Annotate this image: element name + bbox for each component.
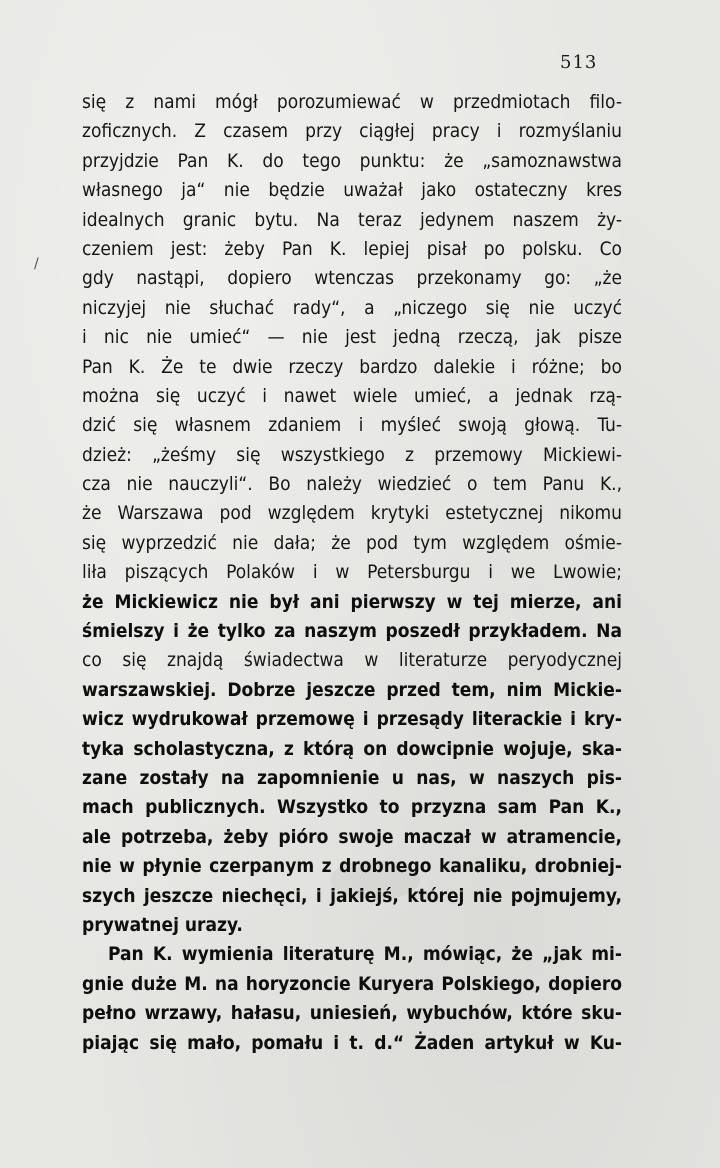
text-line: zoficznych. Z czasem przy ciągłej pracy i rozmyślaniu — [82, 120, 622, 143]
text-line: się wyprzedzić nie dała; że pod tym względem ośmie- — [82, 531, 622, 554]
text-line: cza nie nauczyli“. Bo należy wiedzieć o tem Panu K., — [82, 473, 622, 496]
text-line: ale potrzeba, żeby pióro swoje maczał w atramencie, — [82, 825, 622, 848]
text-line: wicz wydrukował przemowę i przesądy literackie i kry- — [82, 708, 622, 731]
text-line: niczyjej nie słuchać rady“, a „niczego się nie uczyć — [82, 296, 622, 319]
text-line: prywatnej urazy. — [82, 913, 243, 936]
margin-pencil-mark: / — [34, 256, 39, 272]
text-line: warszawskiej. Dobrze jeszcze przed tem, nim Mickie- — [82, 678, 622, 701]
text-line: śmielszy i że tylko za naszym poszedł przykładem. Na — [82, 620, 622, 643]
text-line: można się uczyć i nawet wiele umieć, a jednak rzą- — [82, 384, 622, 407]
text-line: Pan K. wymienia literaturę M., mówiąc, że „jak mi- — [108, 943, 622, 966]
text-line: liła piszących Polaków i w Petersburgu i we Lwowie; — [82, 561, 622, 584]
text-line: dzić się własnem zdaniem i myśleć swoją głową. Tu- — [82, 414, 622, 437]
text-line: co się znajdą świadectwa w literaturze peryodycznej — [82, 649, 622, 672]
page-number: 513 — [560, 52, 598, 73]
text-line: pełno wrzawy, hałasu, uniesień, wybuchów, które sku- — [82, 1002, 622, 1025]
text-line: szych jeszcze niechęci, i jakiejś, której nie pojmujemy, — [82, 884, 622, 907]
text-line: tyka scholastyczna, z którą on dowcipnie wojuje, ska- — [82, 737, 622, 760]
text-line: zane zostały na zapomnienie u nas, w naszych pis- — [82, 766, 622, 789]
text-line: i nic nie umieć“ — nie jest jedną rzeczą, jak pisze — [82, 326, 622, 349]
text-line: mach publicznych. Wszystko to przyzna sam Pan K., — [82, 796, 622, 819]
text-line: się z nami mógł porozumiewać w przedmiotach filo- — [82, 91, 622, 113]
text-line: że Warszawa pod względem krytyki estetycznej nikomu — [82, 502, 622, 525]
text-line: nie w płynie czerpanym z drobnego kanaliku, drobniej- — [82, 855, 622, 878]
text-line: gdy nastąpi, dopiero wtenczas przekonamy go: „że — [82, 267, 622, 290]
text-line: przyjdzie Pan K. do tego punktu: że „samoznawstwa — [82, 149, 622, 172]
body-text — [82, 88, 622, 1058]
text-line: Pan K. Że te dwie rzeczy bardzo dalekie i różne; bo — [82, 355, 622, 378]
text-line: własnego ja“ nie będzie uważał jako ostateczny kres — [82, 179, 622, 202]
text-line: idealnych granic bytu. Na teraz jedynem naszem ży- — [82, 208, 622, 231]
text-line: czeniem jest: żeby Pan K. lepiej pisał po polsku. Co — [82, 237, 622, 260]
text-line: że Mickiewicz nie był ani pierwszy w tej mierze, ani — [82, 590, 622, 613]
text-line: piając się mało, pomału i t. d.“ Żaden artykuł w Ku- — [82, 1031, 622, 1054]
text-line: gnie duże M. na horyzoncie Kuryera Polskiego, dopiero — [82, 972, 622, 995]
text-line: dzież: „żeśmy się wszystkiego z przemowy Mickiewi- — [82, 443, 622, 466]
